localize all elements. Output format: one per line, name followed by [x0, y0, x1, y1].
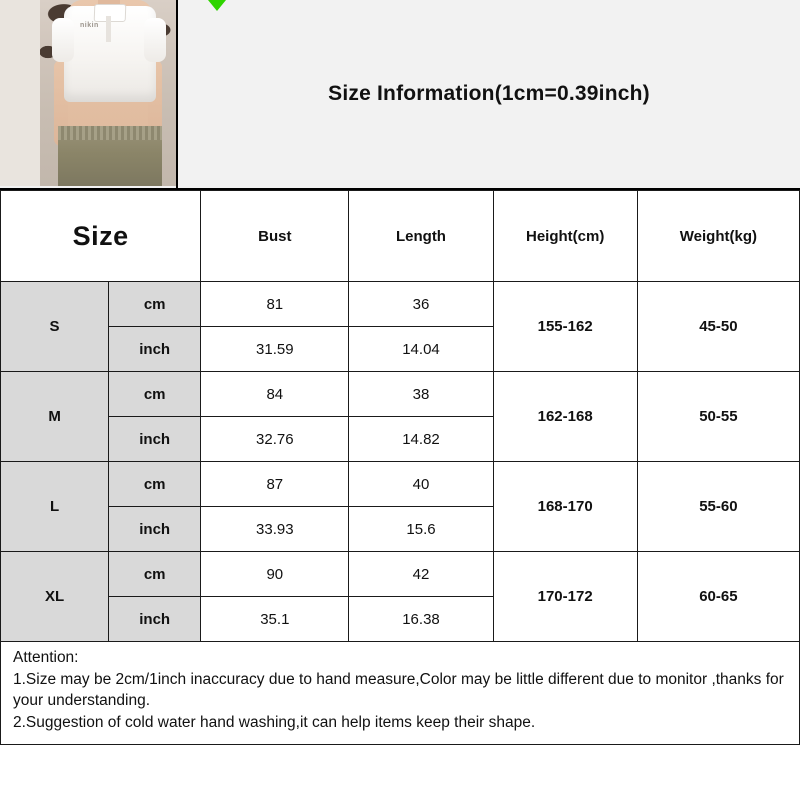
height-m: 162-168 [493, 372, 637, 462]
table-row [1, 372, 800, 417]
header-length: Length [349, 191, 493, 282]
height-xl: 170-172 [493, 552, 637, 642]
left-sleeve [52, 18, 74, 62]
height-l: 168-170 [493, 462, 637, 552]
unit-cm: cm [109, 282, 201, 327]
page-title: Size Information(1cm=0.39inch) [328, 82, 650, 105]
bust-cm-m: 84 [201, 372, 349, 417]
table-row [1, 462, 800, 507]
unit-inch: inch [109, 417, 201, 462]
attention-block [0, 642, 800, 745]
size-table [0, 190, 800, 642]
unit-cm: cm [109, 462, 201, 507]
attention-line-1: 1.Size may be 2cm/1inch inaccuracy due to hand measure,Color may be little different due to monitor ,thanks for your understanding. [13, 671, 784, 709]
bust-inch-s: 31.59 [201, 327, 349, 372]
header-weight: Weight(kg) [637, 191, 799, 282]
size-label-xl: XL [1, 552, 109, 642]
shirt-logo: nikin [80, 22, 99, 29]
shirt-placket [106, 16, 111, 42]
attention-heading: Attention: [13, 649, 79, 666]
header-size: Size [1, 191, 201, 282]
green-triangle-marker [208, 0, 226, 11]
table-header-row [1, 191, 800, 282]
height-s: 155-162 [493, 282, 637, 372]
table-row [1, 552, 800, 597]
attention-line-2: 2.Suggestion of cold water hand washing,it can help items keep their shape. [13, 714, 536, 732]
size-label-s: S [1, 282, 109, 372]
bust-inch-l: 33.93 [201, 507, 349, 552]
right-sleeve [144, 18, 166, 62]
title-cell [176, 0, 800, 188]
table-row [1, 282, 800, 327]
weight-xl: 60-65 [637, 552, 799, 642]
bust-inch-m: 32.76 [201, 417, 349, 462]
bust-cm-s: 81 [201, 282, 349, 327]
skirt-waistband [58, 126, 162, 140]
length-inch-m: 14.82 [349, 417, 493, 462]
size-label-m: M [1, 372, 109, 462]
header-band [0, 0, 800, 190]
header-bust: Bust [201, 191, 349, 282]
length-cm-l: 40 [349, 462, 493, 507]
unit-cm: cm [109, 552, 201, 597]
length-inch-xl: 16.38 [349, 597, 493, 642]
weight-s: 45-50 [637, 282, 799, 372]
length-cm-xl: 42 [349, 552, 493, 597]
size-label-l: L [1, 462, 109, 552]
weight-m: 50-55 [637, 372, 799, 462]
model-image [40, 0, 176, 186]
unit-inch: inch [109, 597, 201, 642]
unit-inch: inch [109, 507, 201, 552]
weight-l: 55-60 [637, 462, 799, 552]
bust-cm-l: 87 [201, 462, 349, 507]
length-inch-l: 15.6 [349, 507, 493, 552]
product-photo [0, 0, 176, 186]
bust-cm-xl: 90 [201, 552, 349, 597]
length-cm-m: 38 [349, 372, 493, 417]
length-inch-s: 14.04 [349, 327, 493, 372]
header-height: Height(cm) [493, 191, 637, 282]
bust-inch-xl: 35.1 [201, 597, 349, 642]
unit-inch: inch [109, 327, 201, 372]
length-cm-s: 36 [349, 282, 493, 327]
unit-cm: cm [109, 372, 201, 417]
